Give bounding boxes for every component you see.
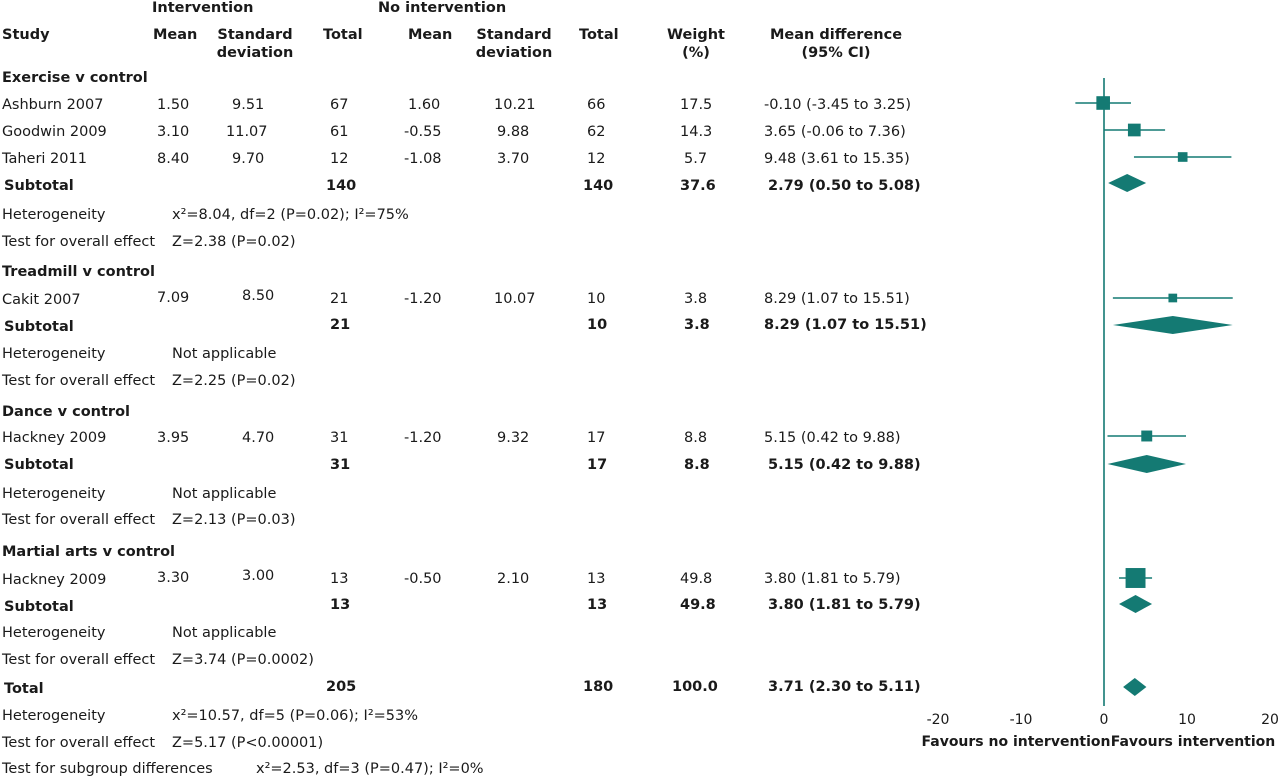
favours-left-label: Favours no intervention <box>921 734 1111 750</box>
mean-difference-ci: 8.29 (1.07 to 15.51) <box>764 291 910 307</box>
intervention-total: 12 <box>330 151 349 167</box>
control-mean: -0.55 <box>404 124 442 140</box>
total-heterogeneity-value: x²=10.57, df=5 (P=0.06); I²=53% <box>172 708 419 724</box>
control-sd: 10.07 <box>494 291 536 307</box>
study-square <box>1168 294 1177 303</box>
study-name: Hackney 2009 <box>2 572 107 588</box>
intervention-mean: 3.30 <box>157 570 190 586</box>
mean-difference-ci: -0.10 (-3.45 to 3.25) <box>764 97 912 113</box>
overall-effect-label: Test for overall effect <box>2 234 156 250</box>
intervention-mean: 3.10 <box>157 124 190 140</box>
intervention-sd: 11.07 <box>226 124 268 140</box>
total-control-total: 180 <box>583 679 614 695</box>
study-square <box>1141 431 1152 442</box>
control-mean-header: Mean <box>408 27 453 43</box>
control-sd: 2.10 <box>497 571 530 587</box>
intervention-mean-header: Mean <box>153 27 198 43</box>
subtotal-weight: 37.6 <box>680 178 716 194</box>
overall-effect-label: Test for overall effect <box>2 652 156 668</box>
tick-label: 0 <box>1099 712 1109 728</box>
total-overall-effect-value: Z=5.17 (P<0.00001) <box>172 735 324 751</box>
study-name: Hackney 2009 <box>2 430 107 446</box>
control-mean: -1.20 <box>404 291 442 307</box>
heterogeneity-label: Heterogeneity <box>2 625 106 641</box>
intervention-mean: 1.50 <box>157 97 190 113</box>
intervention-sd: 4.70 <box>242 430 275 446</box>
group-title: Treadmill v control <box>2 264 155 280</box>
study-square <box>1178 152 1188 162</box>
intervention-mean: 8.40 <box>157 151 190 167</box>
control-mean: -1.08 <box>404 151 442 167</box>
subtotal-weight: 3.8 <box>684 317 710 333</box>
study-square <box>1126 568 1146 588</box>
mean-difference-ci: 3.80 (1.81 to 5.79) <box>764 571 901 587</box>
subgroup-differences-value: x²=2.53, df=3 (P=0.47); I²=0% <box>256 761 484 777</box>
overall-effect-value: Z=2.13 (P=0.03) <box>172 512 296 528</box>
subtotal-ci: 8.29 (1.07 to 15.51) <box>764 317 927 333</box>
control-total: 62 <box>587 124 606 140</box>
intervention-sd: 8.50 <box>242 288 275 304</box>
intervention-group-header: Intervention <box>152 0 254 16</box>
heterogeneity-value: Not applicable <box>172 346 277 362</box>
summary-diamond <box>1123 678 1146 696</box>
total-label: Total <box>4 681 44 697</box>
control-sd: 9.88 <box>497 124 530 140</box>
total-overall-effect-label: Test for overall effect <box>2 735 156 751</box>
favours-right-label: Favours intervention <box>1110 734 1276 750</box>
summary-diamond <box>1108 174 1146 192</box>
total-intervention-total: 205 <box>326 679 357 695</box>
subtotal-intervention-total: 21 <box>330 317 351 333</box>
overall-effect-value: Z=2.25 (P=0.02) <box>172 373 296 389</box>
subtotal-label: Subtotal <box>4 319 74 335</box>
intervention-total: 13 <box>330 571 349 587</box>
control-total: 17 <box>587 430 606 446</box>
weight-value: 5.7 <box>684 151 708 167</box>
overall-effect-value: Z=3.74 (P=0.0002) <box>172 652 314 668</box>
subtotal-ci: 5.15 (0.42 to 9.88) <box>768 457 921 473</box>
intervention-mean: 3.95 <box>157 430 190 446</box>
subtotal-label: Subtotal <box>4 178 74 194</box>
intervention-sd-header: Standard deviation <box>216 27 294 61</box>
heterogeneity-value: x²=8.04, df=2 (P=0.02); I²=75% <box>172 207 409 223</box>
total-heterogeneity-label: Heterogeneity <box>2 708 106 724</box>
overall-effect-value: Z=2.38 (P=0.02) <box>172 234 296 250</box>
study-square <box>1096 96 1110 110</box>
subtotal-control-total: 17 <box>587 457 608 473</box>
intervention-sd: 3.00 <box>242 568 275 584</box>
weight-value: 17.5 <box>680 97 713 113</box>
intervention-total: 61 <box>330 124 349 140</box>
control-total: 13 <box>587 571 606 587</box>
subtotal-weight: 49.8 <box>680 597 716 613</box>
control-total-header: Total <box>579 27 619 43</box>
study-name: Ashburn 2007 <box>2 97 104 113</box>
summary-diamond <box>1107 455 1186 473</box>
weight-value: 14.3 <box>680 124 713 140</box>
tick-label: 10 <box>1178 712 1196 728</box>
weight-value: 8.8 <box>684 430 708 446</box>
control-sd: 10.21 <box>494 97 536 113</box>
heterogeneity-label: Heterogeneity <box>2 346 106 362</box>
group-title: Exercise v control <box>2 70 148 86</box>
heterogeneity-value: Not applicable <box>172 486 277 502</box>
control-mean: -0.50 <box>404 571 442 587</box>
weight-header: Weight (%) <box>667 27 725 61</box>
study-header: Study <box>2 27 50 43</box>
tick-label: 20 <box>1261 712 1279 728</box>
subtotal-weight: 8.8 <box>684 457 710 473</box>
study-square <box>1128 124 1141 137</box>
subtotal-intervention-total: 13 <box>330 597 351 613</box>
subtotal-ci: 3.80 (1.81 to 5.79) <box>768 597 921 613</box>
summary-diamond <box>1113 316 1233 334</box>
mean-difference-ci: 5.15 (0.42 to 9.88) <box>764 430 901 446</box>
group-title: Dance v control <box>2 404 131 420</box>
study-name: Cakit 2007 <box>2 292 81 308</box>
tick-label: -20 <box>926 712 950 728</box>
mean-difference-header: Mean difference (95% CI) <box>769 27 903 61</box>
control-total: 66 <box>587 97 606 113</box>
subgroup-differences-label: Test for subgroup differences <box>2 761 213 777</box>
tick-label: -10 <box>1009 712 1033 728</box>
intervention-total: 21 <box>330 291 349 307</box>
subtotal-intervention-total: 31 <box>330 457 351 473</box>
intervention-sd: 9.51 <box>232 97 265 113</box>
subtotal-control-total: 10 <box>587 317 608 333</box>
control-mean: 1.60 <box>408 97 441 113</box>
control-sd: 9.32 <box>497 430 530 446</box>
total-ci: 3.71 (2.30 to 5.11) <box>768 679 921 695</box>
control-sd: 3.70 <box>497 151 530 167</box>
mean-difference-ci: 9.48 (3.61 to 15.35) <box>764 151 910 167</box>
overall-effect-label: Test for overall effect <box>2 373 156 389</box>
mean-difference-ci: 3.65 (-0.06 to 7.36) <box>764 124 906 140</box>
overall-effect-label: Test for overall effect <box>2 512 156 528</box>
total-weight: 100.0 <box>672 679 718 695</box>
summary-diamond <box>1119 595 1152 613</box>
intervention-total-header: Total <box>323 27 363 43</box>
study-name: Goodwin 2009 <box>2 124 107 140</box>
intervention-mean: 7.09 <box>157 290 190 306</box>
subtotal-intervention-total: 140 <box>326 178 357 194</box>
intervention-sd: 9.70 <box>232 151 265 167</box>
weight-value: 3.8 <box>684 291 708 307</box>
heterogeneity-label: Heterogeneity <box>2 207 106 223</box>
control-group-header: No intervention <box>378 0 507 16</box>
subtotal-label: Subtotal <box>4 457 74 473</box>
control-mean: -1.20 <box>404 430 442 446</box>
control-total: 10 <box>587 291 606 307</box>
heterogeneity-label: Heterogeneity <box>2 486 106 502</box>
weight-value: 49.8 <box>680 571 713 587</box>
control-total: 12 <box>587 151 606 167</box>
intervention-total: 31 <box>330 430 349 446</box>
heterogeneity-value: Not applicable <box>172 625 277 641</box>
subtotal-control-total: 140 <box>583 178 614 194</box>
control-sd-header: Standard deviation <box>475 27 553 61</box>
subtotal-label: Subtotal <box>4 599 74 615</box>
group-title: Martial arts v control <box>2 544 176 560</box>
subtotal-ci: 2.79 (0.50 to 5.08) <box>768 178 921 194</box>
intervention-total: 67 <box>330 97 349 113</box>
study-name: Taheri 2011 <box>2 151 87 167</box>
subtotal-control-total: 13 <box>587 597 608 613</box>
